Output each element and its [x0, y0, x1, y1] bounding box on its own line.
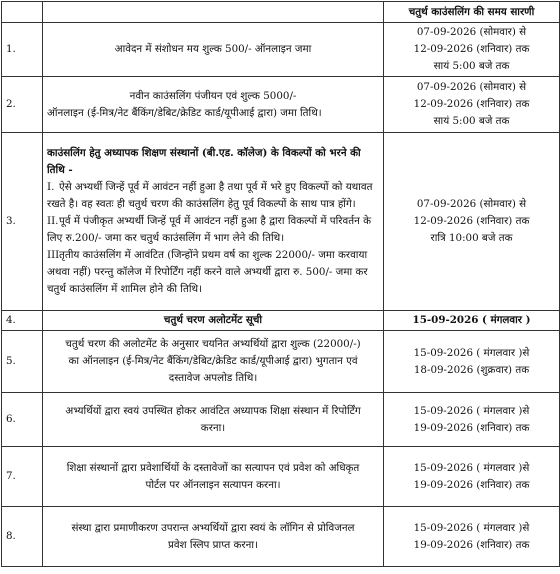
row-activity	[43, 133, 384, 311]
option-item	[47, 247, 379, 298]
activity-line: शिक्षा संस्थानों द्वारा प्रवेशार्थियों के दस्तावेजों का सत्यापन एवं प्रवेश को अधिकृत	[66, 461, 360, 474]
period-line: 15-09-2026 ( मंगलवार )से	[413, 346, 530, 359]
row-number: 5.	[2, 331, 43, 393]
schedule-table	[1, 1, 560, 567]
row-number: 2.	[2, 77, 43, 133]
row-activity	[43, 507, 384, 567]
activity-line: प्रवेश स्लिप प्राप्त करना।	[168, 538, 258, 551]
period-line: 12-09-2026 (शनिवार) तक	[413, 98, 530, 110]
item-marker: II.	[47, 215, 59, 227]
period-line: सायं 5:00 बजे तक	[433, 115, 510, 127]
activity-line: नवीन काउंसलिंग पंजीयन एवं शुल्क 5000/-	[129, 89, 297, 102]
row-number: 8.	[2, 507, 43, 567]
period-line: 15-09-2026 ( मंगलवार )से	[413, 521, 530, 534]
option-item	[47, 213, 379, 247]
table-row	[2, 23, 560, 77]
activity-line: संस्था द्वारा प्रमाणीकरण उपरान्त अभ्यर्थियों द्वारा स्वयं के लॉगिन से प्रोविजनल	[71, 521, 355, 534]
row-activity: आवेदन में संशोधन मय शुल्क 500/- ऑनलाइन जमा	[43, 23, 384, 77]
activity-line: का ऑनलाइन (ई-मित्र/नेट बैंकिंग/डेबिट/क्रेडिट कार्ड/यूपीआई द्वारा) भुगतान एवं	[68, 355, 358, 367]
period-line: सायं 5:00 बजे तक	[433, 60, 510, 72]
row-period	[384, 133, 560, 311]
row-activity	[43, 331, 384, 393]
row-number: 4.	[2, 311, 43, 331]
row-number: 3.	[2, 133, 43, 311]
period-line: 15-09-2026 ( मंगलवार )से	[413, 404, 530, 417]
activity-line: पोर्टल पर ऑनलाइन सत्यापन करना।	[145, 478, 281, 491]
row-number: 7.	[2, 447, 43, 507]
table-row	[2, 331, 560, 393]
row-period	[384, 507, 560, 567]
options-heading: काउंसलिंग हेतु अध्यापक शिक्षण संस्थानों (बी.एड. कॉलेज) के विकल्पों को भरने की तिथि -	[47, 147, 361, 176]
item-marker: I.	[47, 181, 55, 193]
period-line: 18-09-2026 (शुक्रवार) तक	[413, 363, 530, 376]
activity-line: अभ्यर्थियों द्वारा स्वयं उपस्थित होकर आवंटित अध्यापक शिक्षा संस्थान में रिपोर्टिंग	[65, 404, 361, 417]
row-activity: चतुर्थ चरण अलोटमेंट सूची	[43, 311, 384, 331]
table-row	[2, 393, 560, 447]
header-num-cell	[2, 2, 43, 23]
row-period	[384, 393, 560, 447]
period-line: 12-09-2026 (शनिवार) तक	[413, 43, 530, 55]
row-period	[384, 23, 560, 77]
period-line: 12-09-2026 (शनिवार) तक	[413, 215, 530, 227]
period-line: 19-09-2026 (शनिवार) तक	[413, 421, 530, 434]
activity-line: दस्तावेज अपलोड तिथि।	[168, 372, 258, 384]
header-activity-cell	[43, 2, 384, 23]
row-activity	[43, 393, 384, 447]
table-row	[2, 311, 560, 331]
row-period	[384, 331, 560, 393]
period-line: 19-09-2026 (शनिवार) तक	[413, 538, 530, 551]
row-number: 1.	[2, 23, 43, 77]
row-period	[384, 447, 560, 507]
table-row	[2, 507, 560, 567]
period-line: 07-09-2026 (सोमवार) से	[416, 81, 527, 93]
row-period	[384, 77, 560, 133]
item-marker: III.	[47, 249, 63, 261]
option-item	[47, 179, 379, 213]
row-activity	[43, 447, 384, 507]
row-period: 15-09-2026 ( मंगलवार )	[384, 311, 560, 331]
item-text: पूर्व में पंजीकृत अभ्यर्थी जिन्हें पूर्व में आवंटन नहीं हुआ है द्वारा विकल्पों में परिवर्तन के लिए रु.200/- जमा कर चतुर्थ काउंसलिंग में भाग लेने की तिथि।	[47, 215, 371, 244]
activity-line: करना।	[200, 421, 226, 434]
period-line: 07-09-2026 (सोमवार) से	[416, 198, 527, 210]
period-line: 07-09-2026 (सोमवार) से	[416, 26, 527, 38]
period-line: 15-09-2026 ( मंगलवार )से	[413, 461, 530, 474]
row-activity	[43, 77, 384, 133]
table-row	[2, 447, 560, 507]
item-text: ऐसे अभ्यर्थी जिन्हें पूर्व में आवंटन नहीं हुआ है तथा पूर्व में भरे हुए विकल्पों को यथावत रखते है। वह स्वतः ही चतुर्थ चरण की काउंसलिंग हेतु पूर्व विकल्पों के साथ पात्र होंगे।	[47, 181, 373, 210]
table-row	[2, 133, 560, 311]
header-row	[2, 2, 560, 23]
activity-line: चतुर्थ चरण की अलोटमेंट के अनुसार चयनित अभ्यर्थियों द्वारा शुल्क (22000/-)	[65, 338, 361, 350]
item-text: तृतीय काउंसलिंग में आवंटित (जिन्होंने प्रथम वर्ष का शुल्क 22000/- जमा करवाया अथवा नहीं) परन्तु कॉलेज में रिपोर्टिंग नहीं करने वाले अभ्यर्थी द्वारा रु. 500/- जमा कर चतुर्थ काउंसलिंग में शामिल होने की तिथि।	[47, 249, 368, 295]
activity-line: ऑनलाइन (ई-मित्र/नेट बैंकिंग/डेबिट/क्रेडिट कार्ड/यूपीआई द्वारा) जमा तिथि।	[47, 106, 322, 119]
table-row	[2, 77, 560, 133]
row-number: 6.	[2, 393, 43, 447]
period-line: 19-09-2026 (शनिवार) तक	[413, 478, 530, 491]
schedule-column-title: चतुर्थ काउंसलिंग की समय सारणी	[384, 2, 560, 23]
period-line: रात्रि 10:00 बजे तक	[430, 232, 513, 244]
